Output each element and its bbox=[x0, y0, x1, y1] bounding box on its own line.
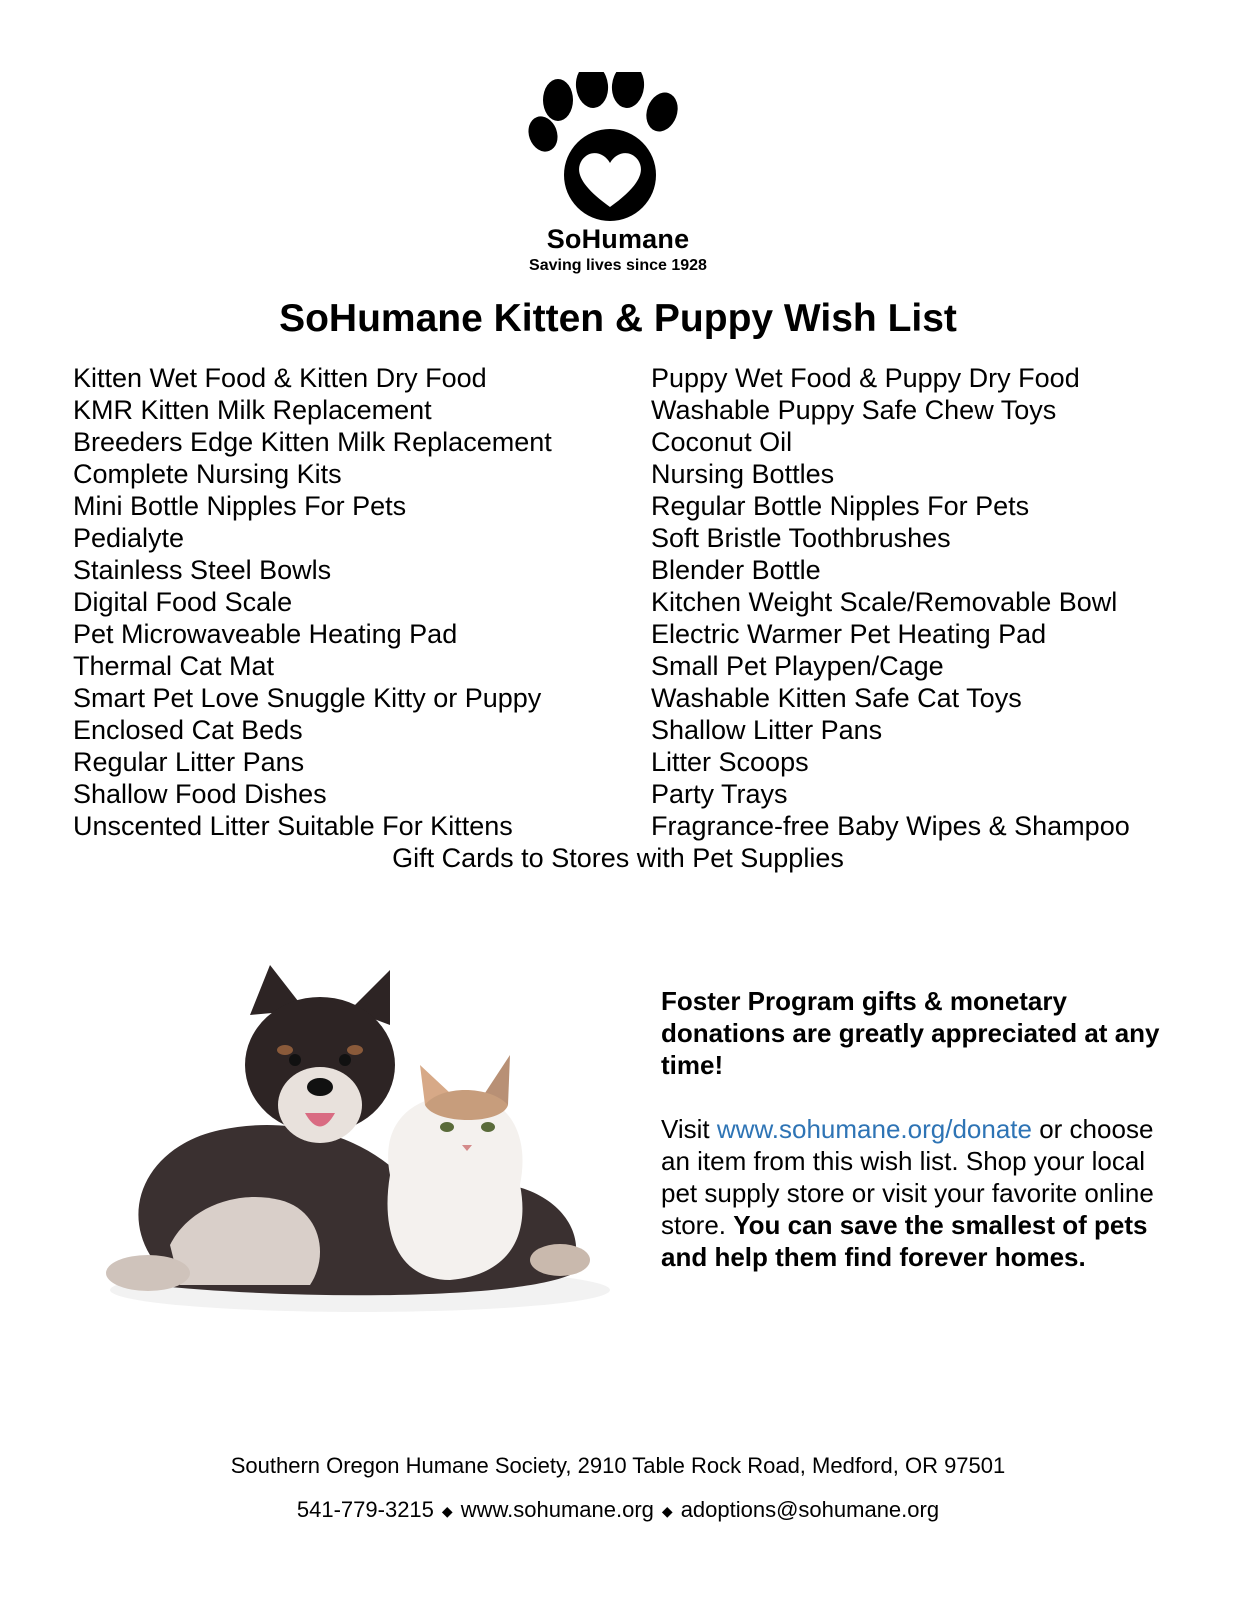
foster-section bbox=[661, 985, 1181, 1273]
list-item: Coconut Oil bbox=[651, 427, 793, 457]
list-item: Kitten Wet Food & Kitten Dry Food bbox=[73, 363, 487, 393]
visit-text: Visit bbox=[661, 1114, 710, 1144]
list-item: Electric Warmer Pet Heating Pad bbox=[651, 619, 1047, 649]
list-item: Puppy Wet Food & Puppy Dry Food bbox=[651, 363, 1080, 393]
foster-body-text: or choose an item from this wish list. Shop your local pet supply store or visit your favorite online store. bbox=[661, 1114, 1154, 1240]
tagline: Saving lives since 1928 bbox=[529, 257, 707, 274]
diamond-bullet-icon: ◆ bbox=[661, 1502, 673, 1519]
list-item: Thermal Cat Mat bbox=[73, 651, 275, 681]
list-item: Kitchen Weight Scale/Removable Bowl bbox=[651, 587, 1118, 617]
diamond-bullet-icon: ◆ bbox=[441, 1502, 453, 1519]
wishlist-right-column bbox=[651, 362, 1130, 842]
list-item: Digital Food Scale bbox=[73, 587, 293, 617]
foster-heading: Foster Program gifts & monetary donations are greatly appreciated at any time! bbox=[661, 986, 1160, 1080]
list-item: Washable Kitten Safe Cat Toys bbox=[651, 683, 1022, 713]
foster-closing: You can save the smallest of pets and help them find forever homes. bbox=[661, 1210, 1148, 1272]
list-item: Washable Puppy Safe Chew Toys bbox=[651, 395, 1057, 425]
brand-name: SoHumane bbox=[546, 224, 690, 254]
footer-phone: 541-779-3215 bbox=[296, 1497, 434, 1522]
list-item: Breeders Edge Kitten Milk Replacement bbox=[73, 427, 552, 457]
wishlist-left-column bbox=[73, 362, 552, 842]
list-item: Soft Bristle Toothbrushes bbox=[651, 523, 951, 553]
list-item: Mini Bottle Nipples For Pets bbox=[73, 491, 407, 521]
footer-website[interactable]: www.sohumane.org bbox=[460, 1497, 654, 1522]
list-item: Nursing Bottles bbox=[651, 459, 835, 489]
list-item: Fragrance-free Baby Wipes & Shampoo bbox=[651, 811, 1130, 841]
list-item: Shallow Food Dishes bbox=[73, 779, 327, 809]
list-item: Regular Bottle Nipples For Pets bbox=[651, 491, 1030, 521]
list-item: Party Trays bbox=[651, 779, 788, 809]
list-item: Pedialyte bbox=[73, 523, 185, 553]
list-item: Litter Scoops bbox=[651, 747, 809, 777]
list-item: Shallow Litter Pans bbox=[651, 715, 883, 745]
list-item: Small Pet Playpen/Cage bbox=[651, 651, 944, 681]
list-item: Smart Pet Love Snuggle Kitty or Puppy bbox=[73, 683, 542, 713]
foster-body bbox=[661, 1113, 1181, 1273]
footer-email[interactable]: adoptions@sohumane.org bbox=[680, 1497, 940, 1522]
list-item: Blender Bottle bbox=[651, 555, 821, 585]
list-item: Regular Litter Pans bbox=[73, 747, 305, 777]
list-item: Enclosed Cat Beds bbox=[73, 715, 303, 745]
list-item: Unscented Litter Suitable For Kittens bbox=[73, 811, 513, 841]
footer-contact bbox=[0, 1497, 1236, 1523]
donate-link[interactable]: www.sohumane.org/donate bbox=[716, 1114, 1032, 1144]
list-item: Complete Nursing Kits bbox=[73, 459, 342, 489]
gift-cards-item: Gift Cards to Stores with Pet Supplies bbox=[392, 843, 844, 873]
puppy-kitten-photo bbox=[90, 955, 610, 1325]
list-item: Pet Microwaveable Heating Pad bbox=[73, 619, 458, 649]
list-item: Stainless Steel Bowls bbox=[73, 555, 332, 585]
footer-address: Southern Oregon Humane Society, 2910 Table Rock Road, Medford, OR 97501 bbox=[230, 1453, 1006, 1478]
list-item: KMR Kitten Milk Replacement bbox=[73, 395, 432, 425]
paw-heart-icon bbox=[520, 72, 700, 232]
page-title: SoHumane Kitten & Puppy Wish List bbox=[279, 297, 957, 340]
